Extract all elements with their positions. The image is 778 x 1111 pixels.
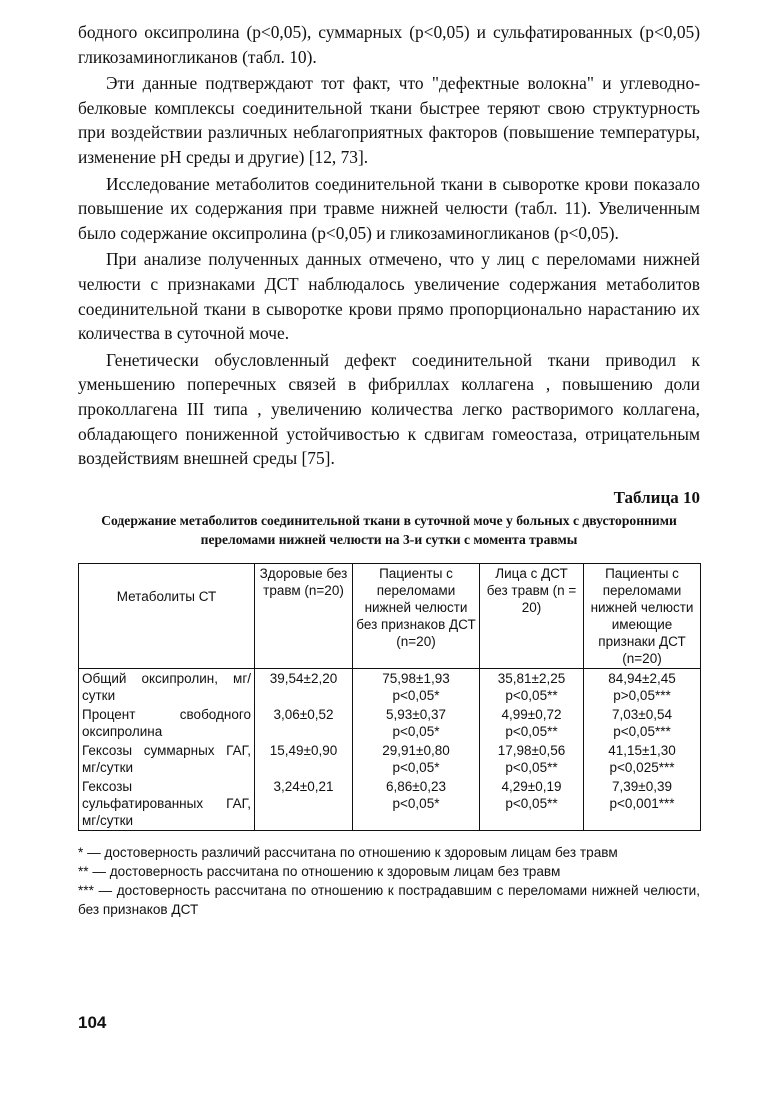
value-cell: 84,94±2,45 p>0,05*** [584,668,701,705]
table-label: Таблица 10 [613,487,700,507]
table-row [79,668,701,705]
value-cell: 15,49±0,90 [255,741,353,777]
metabolites-table [78,563,701,831]
header-cell: Лица с ДСТ без травм (n = 20) [480,563,584,668]
footnote: *** — достоверность рассчитана по отношению к пострадавшим с переломами нижней челюсти, без признаков ДСТ [78,882,700,917]
value-cell: 3,06±0,52 [255,705,353,741]
metabolite-name: Гексозы суммарных ГАГ, мг/сутки [79,741,255,777]
metabolite-name: Гексозы сульфатированных ГАГ, мг/сутки [79,777,255,831]
value-cell: 75,98±1,93 p<0,05* [353,668,480,705]
paragraph: бодного оксипролина (p<0,05), суммарных (p<0,05) и сульфатированных (p<0,05) гликозаминогликанов (табл. 10). [78,22,700,67]
table-row [79,777,701,831]
metabolite-name: Общий оксипролин, мг/сутки [79,668,255,705]
footnote: ** — достоверность рассчитана по отношению к здоровым лицам без травм [78,863,561,879]
paragraph: Генетически обусловленный дефект соединительной ткани приводил к уменьшению поперечных связей в фибриллах коллагена , повышению доли проколлагена III типа , увеличению количества легко растворимого коллагена, обладающего пониженной устойчивостью к сдвигам гомеостаза, отрицательным воздействиям внешней среды [75]. [78,349,700,469]
header-cell: Здоровые без травм (n=20) [255,563,353,668]
page-content [78,20,700,919]
metabolite-name: Процент свободного оксипролина [79,705,255,741]
table-caption: Содержание метаболитов соединительной ткани в суточной моче у больных с двусторонними переломами нижней челюсти на 3-и сутки с момента травмы [101,512,677,547]
value-cell: 29,91±0,80 p<0,05* [353,741,480,777]
page-number: 104 [78,1013,107,1032]
header-cell: Метаболиты СТ [79,563,255,668]
value-cell: 3,24±0,21 [255,777,353,831]
value-cell: 4,29±0,19 p<0,05** [480,777,584,831]
table-footnotes [78,843,700,919]
value-cell: 39,54±2,20 [255,668,353,705]
value-cell: 17,98±0,56 p<0,05** [480,741,584,777]
paragraph: Исследование метаболитов соединительной ткани в сыворотке крови показало повышение их содержания при травме нижней челюсти (табл. 11). Увеличенным было содержание оксипролина (p<0,05) и гликозаминогликанов (p<0,05). [78,173,700,243]
value-cell: 41,15±1,30 p<0,025*** [584,741,701,777]
table-row [79,705,701,741]
paragraph: При анализе полученных данных отмечено, что у лиц с переломами нижней челюсти с признаками ДСТ наблюдалось увеличение содержания метаболитов соединительной ткани в сыворотке крови прямо пропорционально нарастанию их количества в суточной моче. [78,249,700,344]
paragraph: Эти данные подтверждают тот факт, что "дефектные волокна" и углеводно-белковые комплексы соединительной ткани быстрее теряют свою структурность при воздействии различных неблагоприятных факторов (повышение температуры, изменение pH среды и другие) [12, 73]. [78,73,700,167]
value-cell: 7,03±0,54 p<0,05*** [584,705,701,741]
table-row [79,741,701,777]
footnote: * — достоверность различий рассчитана по отношению к здоровым лицам без травм [78,844,618,860]
value-cell: 7,39±0,39 p<0,001*** [584,777,701,831]
table-header-row [79,563,701,668]
value-cell: 5,93±0,37 p<0,05* [353,705,480,741]
header-cell: Пациенты с переломами нижней челюсти без признаков ДСТ (n=20) [353,563,480,668]
header-cell: Пациенты с переломами нижней челюсти имеющие признаки ДСТ (n=20) [584,563,701,668]
value-cell: 4,99±0,72 p<0,05** [480,705,584,741]
value-cell: 35,81±2,25 p<0,05** [480,668,584,705]
value-cell: 6,86±0,23 p<0,05* [353,777,480,831]
